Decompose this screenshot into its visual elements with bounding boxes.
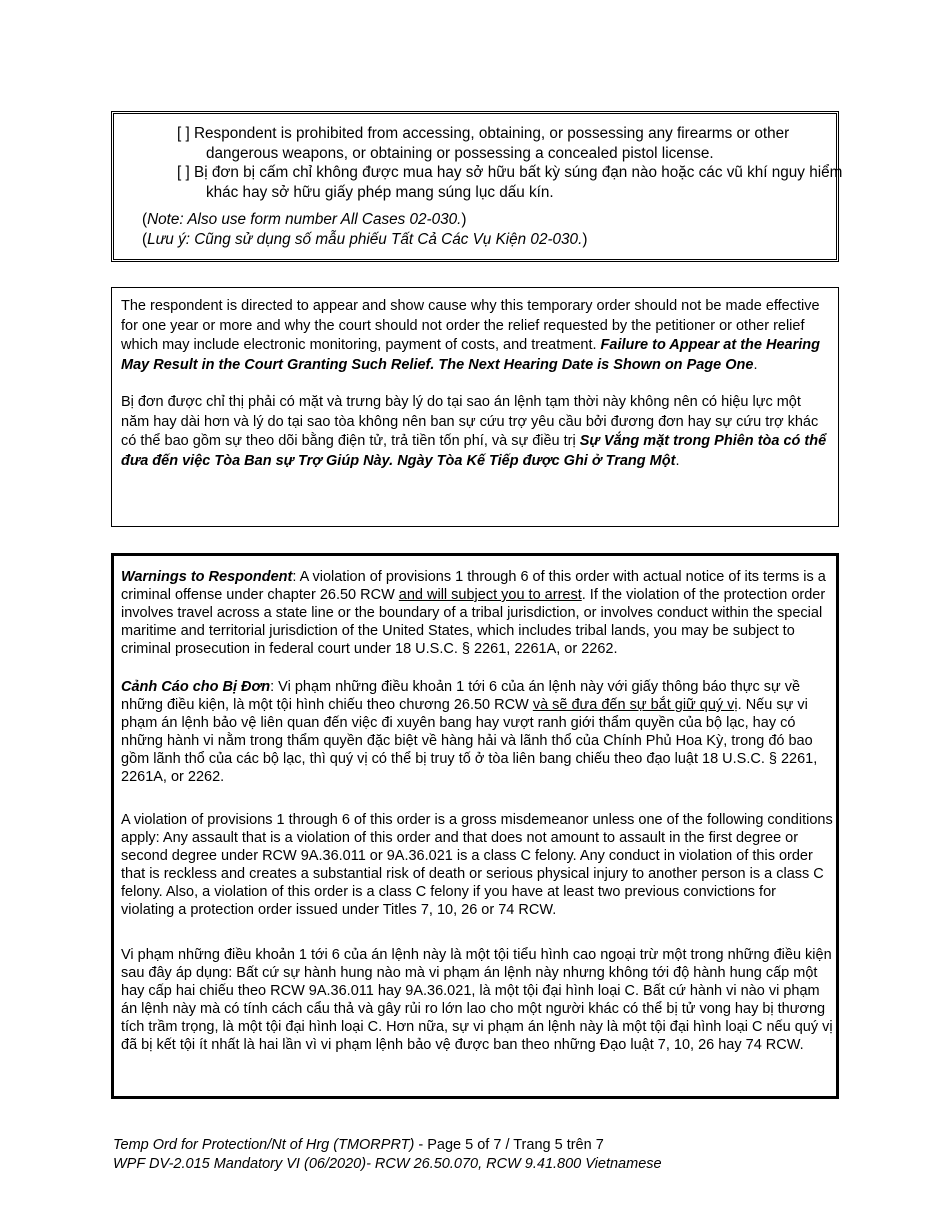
note-vi: (Lưu ý: Cũng sử dụng số mẫu phiếu Tất Cả Các Vụ Kiện 02-030.): [142, 231, 588, 248]
checkbox[interactable]: [ ]: [177, 125, 190, 142]
warnings-box: [111, 553, 839, 1099]
form-id: WPF DV-2.015 Mandatory VI (06/2020)- RCW 26.50.070, RCW 9.41.800 Vietnamese: [113, 1156, 662, 1172]
show-cause-box: [111, 287, 839, 527]
warnings-heading: Cảnh Cáo cho Bị Đơn: [121, 679, 271, 695]
show-cause-en: The respondent is directed to appear and show cause why this temporary order should not be made effective for one year or more and why the court should not order the relief requested by the petitioner or other relief which may include electronic monitoring, payment of costs, and treatment. Failure to Appear at the Hearing May Result in the Court Granting Such Relief. The Next Hearing Date is Shown on Page One.: [121, 298, 820, 373]
item-text: Respondent is prohibited from accessing, obtaining, or possessing any firearms or other dangerous weapons, or obtaining or possessing a concealed pistol license.: [194, 125, 790, 162]
form-title: Temp Ord for Protection/Nt of Hrg (TMORPRT): [113, 1137, 415, 1153]
checkbox[interactable]: [ ]: [177, 164, 190, 181]
firearms-item-vi: [177, 163, 856, 202]
item-text: Bị đơn bị cấm chỉ không được mua hay sở hữu bất kỳ súng đạn nào hoặc các vũ khí nguy hiểm khác hay sở hữu giấy phép mang súng lục dấu kín.: [194, 164, 843, 201]
page-footer: [113, 1136, 873, 1174]
firearms-item-en: [177, 124, 856, 163]
misdemeanor-en: A violation of provisions 1 through 6 of this order is a gross misdemeanor unless one of the following conditions apply: Any assault that is a violation of this order and that does not amount to assault in the first degree or second degree under RCW 9A.36.011 or 9A.36.021 is a class C felony. Any conduct in violation of this order that is reckless and creates a substantial risk of death or serious physical injury to another person is a class C felony. Also, a violation of this order is a class C felony if you have at least two previous convictions for violating a protection order issued under Titles 7, 10, 26 or 74 RCW.: [121, 812, 833, 918]
warnings-en: Warnings to Respondent: A violation of provisions 1 through 6 of this order with actual notice of its terms is a criminal offense under chapter 26.50 RCW and will subject you to arrest. If the violation of the protection order involves travel across a state line or the boundary of a tribal jurisdiction, or involves conduct within the special maritime and territorial jurisdiction of the United States, which includes tribal lands, you may be subject to criminal prosecution in federal court under 18 U.S.C. § 2261, 2261A, or 2262.: [121, 569, 826, 657]
page-info: - Page 5 of 7 / Trang 5 trên 7: [414, 1137, 604, 1153]
note-en: (Note: Also use form number All Cases 02-030.): [142, 211, 467, 228]
warnings-vi: Cảnh Cáo cho Bị Đơn: Vi phạm những điều khoản 1 tới 6 của án lệnh này với giấy thông báo thực sự về những điều kiện, là một tội hình chiếu theo chương 26.50 RCW và sẽ đưa đến sự bắt giữ quý vị. Nếu sự vi phạm án lệnh bảo vệ liên quan đến việc đi xuyên bang hay vượt ranh giới thẩm quyền của bộ lạc, hay có những hành vi nằm trong thẩm quyền đặc biệt về hàng hải và lãnh thổ của Chính Phủ Hoa Kỳ, trong đó bao gồm lãnh thổ của các bộ lạc, thì quý vị có thể bị truy tố ở tòa liên bang chiếu theo đạo luật 18 U.S.C. § 2261, 2261A, or 2262.: [121, 679, 818, 785]
misdemeanor-vi: Vi phạm những điều khoản 1 tới 6 của án lệnh này là một tội tiểu hình cao ngoại trừ một trong những điều kiện sau đây áp dụng: Bất cứ sự hành hung nào mà vi phạm án lệnh này nhưng không tới độ hành hung cấp một hay cấp hai chiếu theo RCW 9A.36.011 hay 9A.36.021, là một tội đại hình loại C. Bất cứ hành vi nào vi phạm án lệnh này mà có tính cách cẩu thả và gây rủi ro lớn lao cho một người khác có thể bị tử vong hay bị thương tích trầm trọng, là một tội đại hình loại C. Hơn nữa, sự vi phạm án lệnh này là một tội đại hình loại C nếu quý vị đã bị kết tội ít nhất là hai lần vì vi phạm lệnh bảo vệ được ban theo những Đạo luật 7, 10, 26 hay 74 RCW.: [121, 947, 833, 1053]
footer-line-1: [113, 1136, 873, 1155]
firearms-prohibition-box: [111, 111, 843, 262]
warnings-heading: Warnings to Respondent: [121, 569, 293, 585]
show-cause-vi: Bị đơn được chỉ thị phải có mặt và trưng bày lý do tại sao án lệnh tạm thời này không nên có hiệu lực một năm hay dài hơn và lý do tại sao tòa không nên ban sự cứu trợ yêu cầu bởi đương đơn hay sự cứu trợ khác có thể bao gồm sự theo dõi bằng điện tử, trả tiền tốn phí, và sự điều trị Sự Vắng mặt trong Phiên tòa có thể đưa đến việc Tòa Ban sự Trợ Giúp Này. Ngày Tòa Kế Tiếp được Ghi ở Trang Một.: [121, 394, 827, 469]
